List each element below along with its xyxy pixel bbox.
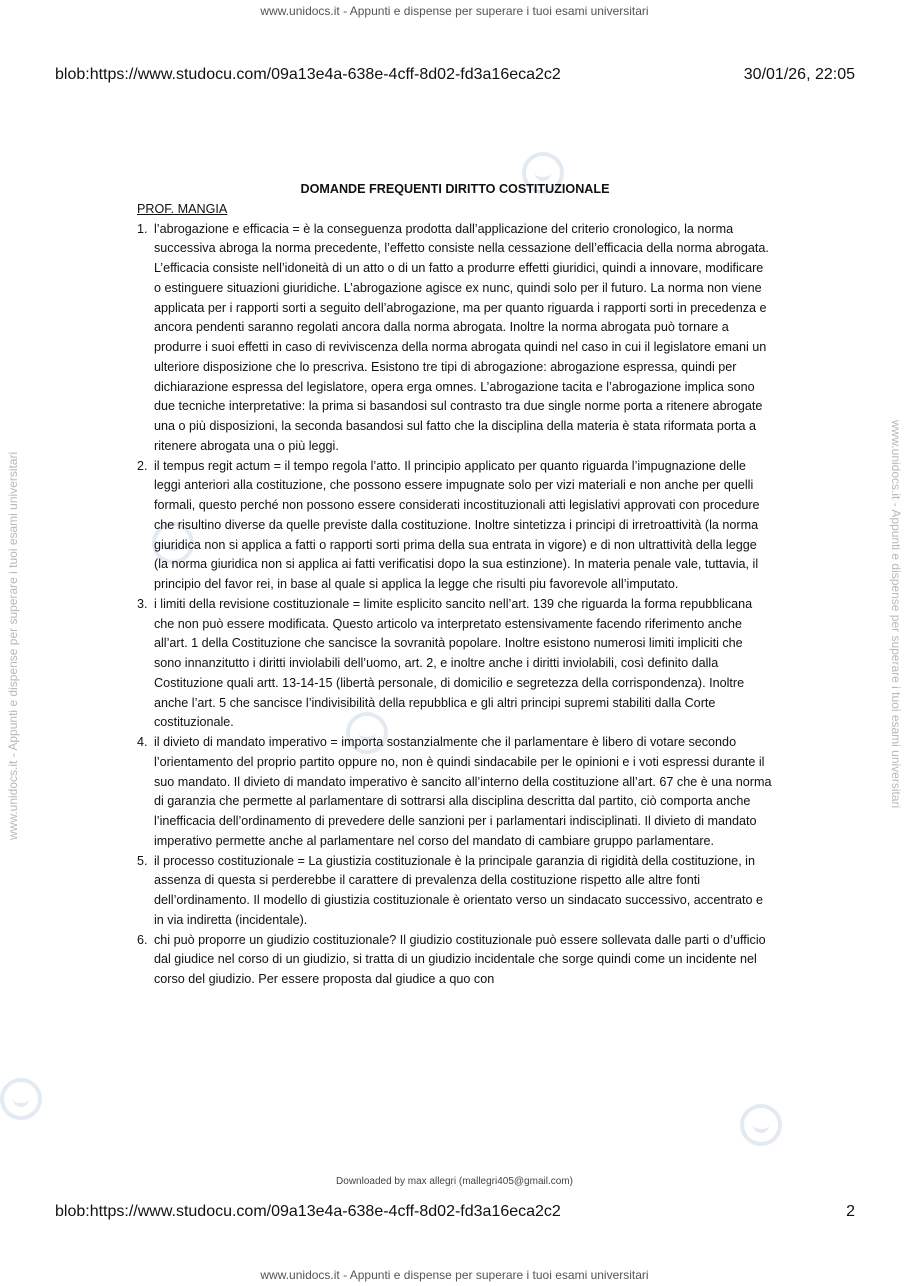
question-text: chi può proporre un giudizio costituzionale? Il giudizio costituzionale può essere sollevata dalle parti o d’ufficio dal giudice nel corso di un giudizio, si tratta di un giudizio incidentale che sorge quindi come un incidente nel corso del giudizio. Per essere proposta dal giudice a quo con [154, 932, 766, 986]
watermark-top: www.unidocs.it - Appunti e dispense per superare i tuoi esami universitari [260, 4, 649, 18]
watermark-bottom: www.unidocs.it - Appunti e dispense per superare i tuoi esami universitari [260, 1268, 649, 1282]
question-number: 3. [137, 596, 148, 611]
document-subtitle: PROF. MANGIA [137, 201, 228, 216]
unidocs-logo-icon [740, 1104, 782, 1146]
question-item [137, 931, 773, 990]
question-item [137, 457, 773, 595]
question-text: l’abrogazione e efficacia = è la conseguenza prodotta dall’applicazione del criterio cronologico, la norma successiva abroga la norma precedente, l’effetto consiste nella cessazione dell’efficacia della norma abrogata. L’efficacia consiste nell’idoneità di un atto o di un fatto a produrre effetti giuridici, quindi a innovare, modificare o estinguere situazioni giuridiche. L’abrogazione agisce ex nunc, quindi solo per il futuro. La norma non viene applicata per i rapporti sorti a seguito dell’abrogazione, ma per quanto riguarda i rapporti sorti in precedenza e ancora pendenti saranno regolati ancora dalla norma abrogata. Inoltre la norma abrogata può tornare a produrre i suoi effetti in caso di reviviscenza della norma abrogata quindi nel caso in cui il legislatore emani un ulteriore disposizione che lo prescriva. Esistono tre tipi di abrogazione: abrogazione espressa, quindi per dichiarazione espressa del legislatore, opera erga omnes. L’abrogazione tacita e l’abrogazione implica sono due tecniche interpretative: la prima si basandosi sul contrasto tra due single norme porta a ritenere abrogate una o più disposizioni, la seconda basandosi sul fatto che la disciplina della materia è stata riformata porta a ritenere abrogata una o più leggi. [154, 221, 769, 453]
print-footer-url: blob:https://www.studocu.com/09a13e4a-638e-4cff-8d02-fd3a16eca2c2 [55, 1203, 561, 1220]
question-item [137, 733, 773, 852]
question-item [137, 852, 773, 931]
document-body [137, 180, 773, 990]
print-header [55, 66, 855, 84]
unidocs-logo-icon [0, 1078, 42, 1120]
question-text: il processo costituzionale = La giustizia costituzionale è la principale garanzia di rigidità della costituzione, in assenza di questa si perderebbe il carattere di prevalenza della costituzione rispetto alle altre fonti dell’ordinamento. Il modello di giustizia costituzionale è orientato verso un sindacato successivo, accentrato e in via indiretta (incidentale). [154, 853, 764, 927]
print-footer [55, 1203, 855, 1221]
question-text: il divieto di mandato imperativo = importa sostanzialmente che il parlamentare è libero di votare secondo l’orientamento del proprio partito oppure no, non è quindi sindacabile per le opinioni e i voti espressi durante il suo mandato. Il divieto di mandato imperativo è sancito all’interno della costituzione all’art. 67 che è una norma di garanzia che permette al parlamentare di sottrarsi alla disciplina descritta dal partito, ciò comporta anche l’inefficacia dell’ordinamento di prevedere delle sanzioni per i parlamentari indisciplinati. Il divieto di mandato imperativo permette anche al parlamentare nel corso del mandato di cambiare gruppo parlamentare. [154, 735, 772, 848]
print-header-url: blob:https://www.studocu.com/09a13e4a-638e-4cff-8d02-fd3a16eca2c2 [55, 66, 561, 83]
download-note: Downloaded by max allegri (mallegri405@gmail.com) [336, 1176, 573, 1187]
question-item [137, 220, 773, 457]
page-number: 2 [846, 1203, 855, 1220]
watermark-side-right: www.unidocs.it - Appunti e dispense per superare i tuoi esami universitari [889, 420, 903, 809]
question-list [137, 220, 773, 990]
question-number: 5. [137, 853, 148, 868]
question-number: 6. [137, 932, 148, 947]
document-title: DOMANDE FREQUENTI DIRITTO COSTITUZIONALE [300, 182, 610, 196]
question-item [137, 595, 773, 733]
question-number: 1. [137, 221, 148, 236]
print-header-datetime: 30/01/26, 22:05 [743, 66, 855, 83]
question-number: 2. [137, 458, 148, 473]
watermark-side-left: www.unidocs.it - Appunti e dispense per superare i tuoi esami universitari [6, 451, 20, 840]
question-text: il tempus regit actum = il tempo regola l’atto. Il principio applicato per quanto riguarda l’impugnazione delle leggi anteriori alla costituzione, che possono essere impugnate solo per vizi materiali e non anche per quelli formali, questo perché non possono essere considerati incostituzionali atti legislativi approvati con procedure che risultino diverse da quelle previste dalla costituzione. Inoltre sintetizza i principi di irretroattività (la norma giuridica non si applica a fatti o rapporti sorti prima della sua entrata in vigore) e di non ultrattività della legge (la norma giuridica non si applica ai fatti verificatisi dopo la sua estinzione). In materia penale vale, tuttavia, il principio del favor rei, in base al quale si applica la legge che risulti piu favorevole all’imputato. [154, 458, 760, 591]
question-number: 4. [137, 735, 148, 749]
question-text: i limiti della revisione costituzionale = limite esplicito sancito nell’art. 139 che riguarda la forma repubblicana che non può essere modificata. Questo articolo va interpretato estensivamente facendo riferimento anche all’art. 1 della Costituzione che sancisce la sovranità popolare. Inoltre esistono numerosi limiti impliciti che sono innanzitutto i diritti inviolabili dell’uomo, art. 2, e inoltre anche i diritti inviolabili, così definito dalla Costituzione quali artt. 13-14-15 (libertà personale, di domicilio e segretezza della corrispondenza). Inoltre anche l’art. 5 che sancisce l’indivisibilità della repubblica e gli altri principi supremi stabiliti dalla Corte costituzionale. [154, 596, 753, 730]
